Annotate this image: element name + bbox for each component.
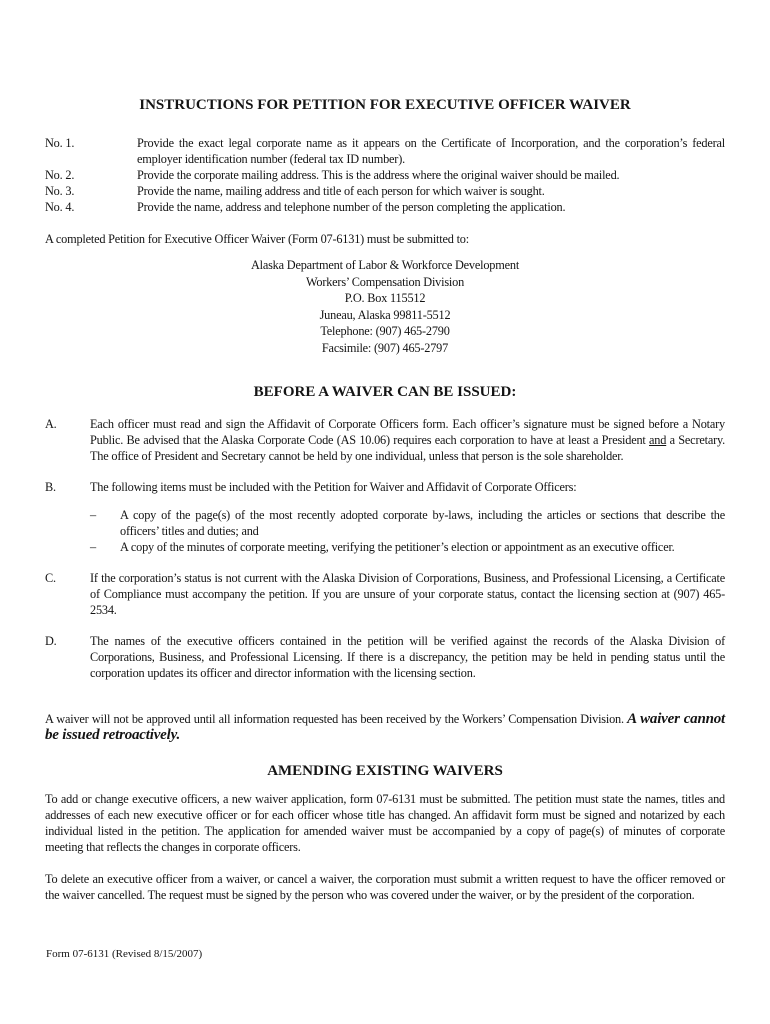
instruction-number: No. 4. — [45, 200, 75, 214]
item-c-text: If the corporation’s status is not current with the Alaska Division of Corporations, Business, and Professional Licensing, a Certificate of Compliance must accompany the petition. If you are unsure of your corporate status, contact the licensing section at (907) 465-2534. — [90, 570, 725, 617]
item-d-text: The names of the executive officers contained in the petition will be verified against the records of the Alaska Division of Corporations, Business, and Professional Licensing. If there is a discrepancy, the petition may be held in pending status until the corporation updates its officer and director information with the licensing section. — [90, 633, 725, 680]
lettered-item-d — [45, 633, 725, 681]
lettered-item-a — [45, 416, 725, 464]
numbered-instructions — [45, 135, 725, 215]
mailing-address-block — [45, 257, 725, 357]
item-b-label: B. — [45, 479, 56, 494]
instruction-number: No. 3. — [45, 184, 75, 198]
bullet-item — [90, 539, 725, 555]
document-title: INSTRUCTIONS FOR PETITION FOR EXECUTIVE OFFICER WAIVER — [139, 97, 631, 113]
instruction-text: Provide the exact legal corporate name as it appears on the Certificate of Incorporation, and the corporation’s federal employer identification number (federal tax ID number). — [137, 136, 725, 166]
instruction-item — [45, 183, 725, 199]
item-a-underlined-word: and — [649, 432, 667, 447]
instruction-item — [45, 167, 725, 183]
instruction-text: Provide the corporate mailing address. This is the address where the original waiver should be mailed. — [137, 168, 620, 182]
item-d-label: D. — [45, 633, 57, 648]
item-a-text-segment-1: Each officer must read and sign the Affidavit of Corporate Officers form. Each officer’s signature must be signed before a Notary Public. Be advised that the Alaska Corporate Code (AS 10.06) requires each corporation to have at least a President — [90, 416, 725, 447]
form-number-footer: Form 07-6131 (Revised 8/15/2007) — [46, 948, 203, 960]
item-a-text — [90, 416, 725, 464]
address-line-division: Workers’ Compensation Division — [305, 274, 465, 289]
lettered-item-b — [45, 479, 725, 495]
address-line-city: Juneau, Alaska 99811-5512 — [319, 307, 451, 322]
item-b-text: The following items must be included with the Petition for Waiver and Affidavit of Corporate Officers: — [90, 479, 577, 494]
submission-intro: A completed Petition for Executive Officer Waiver (Form 07-6131) must be submitted to: — [45, 232, 469, 246]
dash-bullet-icon: – — [90, 507, 96, 522]
approval-note-text: A waiver will not be approved until all information requested has been received by the Workers’ Compensation Division. — [45, 711, 628, 726]
instruction-text: Provide the name, mailing address and title of each person for which waiver is sought. — [137, 184, 545, 198]
before-section-heading: BEFORE A WAIVER CAN BE ISSUED: — [253, 383, 517, 400]
instruction-number: No. 1. — [45, 136, 75, 150]
dash-bullet-icon: – — [90, 539, 96, 554]
approval-note-emphasis: A waiver cannot be issued retroactively. — [45, 710, 726, 743]
amending-paragraph-1: To add or change executive officers, a new waiver application, form 07-6131 must be submitted. The petition must state the names, titles and addresses of each new executive officer or for each officer whose title has changed. An affidavit form must be signed and notarized by each individual listed in the petition. The application for amended waiver must be accompanied by a copy of page(s) of minutes of corporate meeting that reflects the changes in corporate officers. — [45, 791, 725, 854]
bullet-item — [90, 507, 725, 539]
instruction-item — [45, 135, 725, 167]
bullet-text: A copy of the minutes of corporate meeting, verifying the petitioner’s election or appointment as an executive officer. — [120, 539, 675, 554]
amending-section-heading: AMENDING EXISTING WAIVERS — [267, 762, 503, 779]
address-line-facsimile: Facsimile: (907) 465-2797 — [321, 340, 449, 355]
item-a-label: A. — [45, 416, 57, 431]
address-line-pobox: P.O. Box 115512 — [344, 291, 426, 306]
approval-note — [45, 711, 725, 743]
amending-paragraph-2: To delete an executive officer from a waiver, or cancel a waiver, the corporation must submit a written request to have the officer removed or the waiver cancelled. The request must be signed by the person who was covered under the waiver, or by the president of the corporation. — [45, 871, 725, 902]
instruction-number: No. 2. — [45, 168, 75, 182]
item-b-bullet-list — [45, 507, 725, 555]
address-line-department: Alaska Department of Labor & Workforce Development — [250, 258, 520, 272]
item-a-text-segment-2: a Secretary. The office of President and Secretary cannot be held by one individual, unless that person is the sole shareholder. — [90, 432, 725, 463]
bullet-text: A copy of the page(s) of the most recently adopted corporate by-laws, including the articles or sections that describe the officers’ titles and duties; and — [120, 507, 725, 538]
address-line-telephone: Telephone: (907) 465-2790 — [320, 324, 450, 339]
instruction-text: Provide the name, address and telephone number of the person completing the application. — [137, 200, 566, 214]
lettered-item-c — [45, 570, 725, 618]
instruction-item — [45, 199, 725, 215]
item-c-label: C. — [45, 570, 56, 585]
